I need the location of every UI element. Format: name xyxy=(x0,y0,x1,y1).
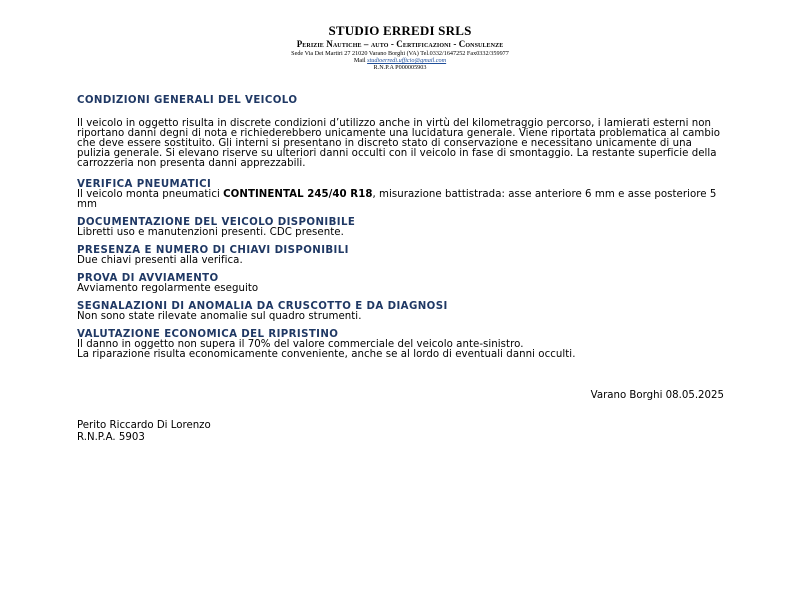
section-heading-valutazione: VALUTAZIONE ECONOMICA DEL RIPRISTINO xyxy=(77,329,339,340)
company-services: Perizie Nautiche – auto - Certificazioni - Consulenze xyxy=(296,39,504,49)
section-body-documentazione: Libretti uso e manutenzioni presenti. CDC presente. xyxy=(77,227,344,238)
report-body xyxy=(77,96,727,360)
section-body-condizioni: Il veicolo in oggetto risulta in discrete condizioni d’utilizzo anche in virtù del kilometraggio percorso, i lamierati esterni non riportano danni degni di nota e richiederebbero unicamente una lucidatura generale. Viene riportata problematica al cambio che deve essere sostituito. Gli interni si presentano in discreto stato di conservazione e necessitano unicamente di una pulizia generale. Si elevano riserve su ulteriori danni occulti con il veicolo in fase di smontaggio. La restante superficie della carrozzeria non presenta danni apprezzabili. xyxy=(77,118,721,169)
pneumatici-text-before: Il veicolo monta pneumatici xyxy=(77,189,224,200)
place-date: Varano Borghi 08.05.2025 xyxy=(590,390,724,401)
signature-block xyxy=(77,420,211,444)
section-body-avviamento: Avviamento regolarmente eseguito xyxy=(77,283,259,294)
company-address: Sede Via Dei Martiri 27 21020 Varano Borghi (VA) Tel.0332/1647252 Fax0332/359977 xyxy=(291,50,509,57)
mail-label: Mail xyxy=(353,57,368,65)
signatory-rnpa: R.N.P.A. 5903 xyxy=(77,432,145,443)
section-body-chiavi: Due chiavi presenti alla verifica. xyxy=(77,255,243,266)
signatory-name: Perito Riccardo Di Lorenzo xyxy=(77,420,211,431)
section-heading-pneumatici: VERIFICA PNEUMATICI xyxy=(77,179,212,190)
section-heading-anomalie: SEGNALAZIONI DI ANOMALIA DA CRUSCOTTO E DA DIAGNOSI xyxy=(77,301,448,312)
section-body-pneumatici xyxy=(77,190,727,210)
section-body-valutazione-line2: La riparazione risulta economicamente conveniente, anche se al lordo di eventuali danni occulti. xyxy=(77,349,576,360)
pneumatici-text-after: , misurazione battistrada: asse anteriore 6 mm e asse posteriore 5 mm xyxy=(77,189,717,210)
section-heading-condizioni: CONDIZIONI GENERALI DEL VEICOLO xyxy=(77,95,298,106)
section-heading-chiavi: PRESENZA E NUMERO DI CHIAVI DISPONIBILI xyxy=(77,245,349,256)
company-name: STUDIO ERREDI SRLS xyxy=(328,23,472,38)
company-rnpa: R.N.P.A P000005903 xyxy=(373,64,427,72)
tyre-model: CONTINENTAL 245/40 R18 xyxy=(223,189,373,200)
section-heading-avviamento: PROVA DI AVVIAMENTO xyxy=(77,273,219,284)
section-body-anomalie: Non sono state rilevate anomalie sul quadro strumenti. xyxy=(77,311,362,322)
mail-link[interactable]: studioerredi.ufficio@gmail.com xyxy=(367,57,447,65)
letterhead xyxy=(0,24,800,73)
section-heading-documentazione: DOCUMENTAZIONE DEL VEICOLO DISPONIBILE xyxy=(77,217,356,228)
section-body-valutazione-line1: Il danno in oggetto non supera il 70% del valore commerciale del veicolo ante-sinistro. xyxy=(77,339,524,350)
